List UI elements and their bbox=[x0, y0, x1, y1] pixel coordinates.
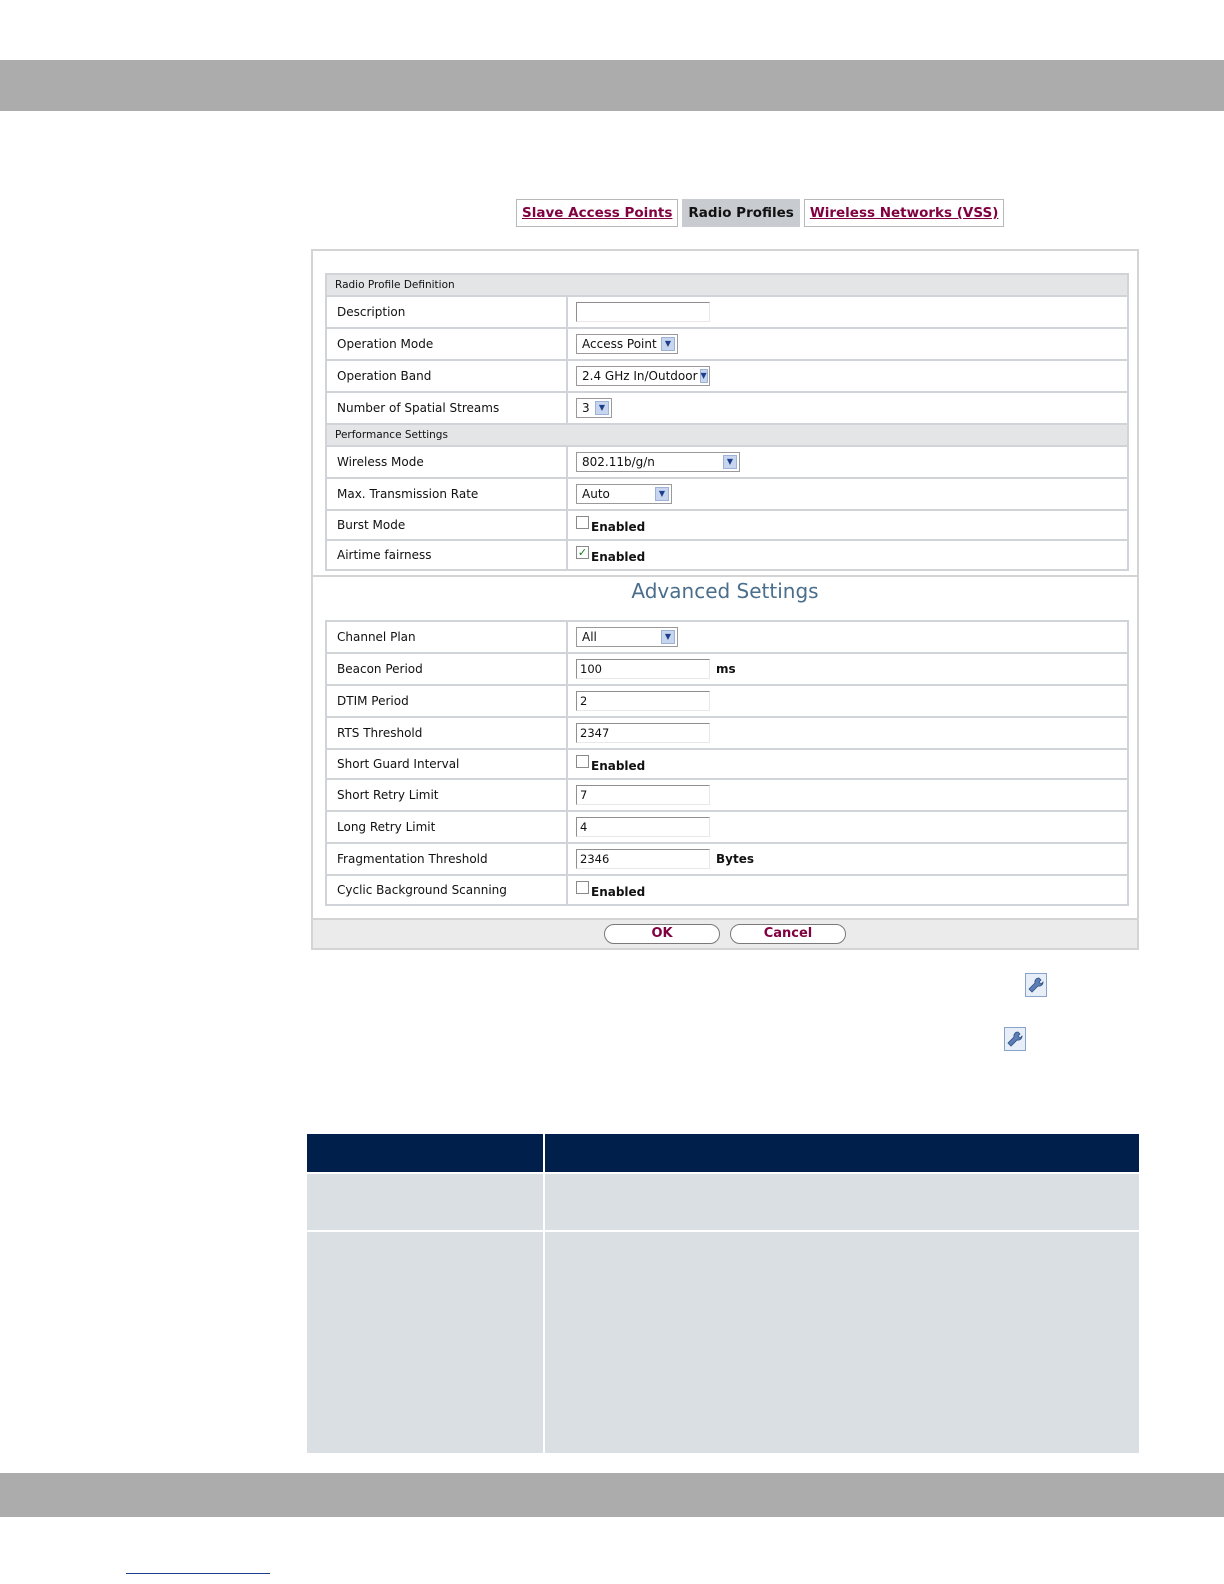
spatial-streams-value: 3 bbox=[582, 401, 590, 415]
row-wireless-mode bbox=[327, 447, 1127, 479]
row-long-retry bbox=[327, 812, 1127, 844]
row-rts-threshold bbox=[327, 718, 1127, 750]
table-header-row bbox=[307, 1134, 1139, 1173]
rts-threshold-label: RTS Threshold bbox=[327, 718, 568, 748]
channel-plan-label: Channel Plan bbox=[327, 622, 568, 652]
operation-mode-value: Access Point bbox=[582, 337, 657, 351]
row-short-retry bbox=[327, 780, 1127, 812]
basic-settings-grid bbox=[325, 273, 1129, 571]
top-banner bbox=[0, 60, 1224, 111]
rts-threshold-input[interactable]: 2347 bbox=[576, 723, 710, 743]
row-beacon-period bbox=[327, 654, 1127, 686]
long-retry-input[interactable]: 4 bbox=[576, 817, 710, 837]
wrench-icon bbox=[1025, 973, 1047, 997]
table-header-cell bbox=[307, 1134, 544, 1173]
max-tx-rate-value: Auto bbox=[582, 487, 610, 501]
wireless-mode-label: Wireless Mode bbox=[327, 447, 568, 477]
table-cell bbox=[544, 1173, 1139, 1231]
tab-slave-access-points[interactable]: Slave Access Points bbox=[516, 199, 678, 227]
description-input[interactable] bbox=[576, 302, 710, 322]
advanced-settings-title[interactable]: Advanced Settings bbox=[631, 579, 819, 603]
row-channel-plan bbox=[327, 622, 1127, 654]
table-cell bbox=[307, 1173, 544, 1231]
bottom-banner bbox=[0, 1473, 1224, 1517]
channel-plan-value: All bbox=[582, 630, 597, 644]
chevron-down-icon: ▼ bbox=[700, 369, 708, 383]
cyclic-scan-checkbox-label: Enabled bbox=[591, 885, 646, 899]
max-tx-rate-label: Max. Transmission Rate bbox=[327, 479, 568, 509]
frag-threshold-input[interactable]: 2346 bbox=[576, 849, 710, 869]
tab-bar bbox=[516, 199, 1004, 227]
airtime-fairness-checkbox[interactable]: ✓ bbox=[577, 545, 588, 559]
table-header-cell bbox=[544, 1134, 1139, 1173]
chevron-down-icon: ▼ bbox=[595, 401, 609, 415]
wrench-icon bbox=[1004, 1027, 1026, 1051]
row-dtim-period bbox=[327, 686, 1127, 718]
chevron-down-icon: ▼ bbox=[655, 487, 669, 501]
row-description bbox=[327, 297, 1127, 329]
beacon-period-label: Beacon Period bbox=[327, 654, 568, 684]
table-cell bbox=[307, 1231, 544, 1453]
section-header-performance: Performance Settings bbox=[327, 425, 1127, 447]
row-short-guard bbox=[327, 750, 1127, 780]
row-frag-threshold bbox=[327, 844, 1127, 876]
cancel-button[interactable]: Cancel bbox=[730, 924, 846, 944]
table-row bbox=[307, 1231, 1139, 1453]
max-tx-rate-select[interactable] bbox=[576, 484, 672, 504]
short-retry-input[interactable]: 7 bbox=[576, 785, 710, 805]
advanced-divider bbox=[313, 575, 1137, 577]
spatial-streams-label: Number of Spatial Streams bbox=[327, 393, 568, 423]
chevron-down-icon: ▼ bbox=[723, 455, 737, 469]
row-burst-mode bbox=[327, 511, 1127, 541]
burst-mode-label: Burst Mode bbox=[327, 511, 568, 539]
chevron-down-icon: ▼ bbox=[661, 630, 675, 644]
operation-band-value: 2.4 GHz In/Outdoor bbox=[582, 369, 698, 383]
row-cyclic-scan bbox=[327, 876, 1127, 904]
button-bar bbox=[313, 918, 1137, 948]
channel-plan-select[interactable] bbox=[576, 627, 678, 647]
dtim-period-input[interactable]: 2 bbox=[576, 691, 710, 711]
long-retry-label: Long Retry Limit bbox=[327, 812, 568, 842]
dtim-period-label: DTIM Period bbox=[327, 686, 568, 716]
frag-threshold-label: Fragmentation Threshold bbox=[327, 844, 568, 874]
cyclic-scan-checkbox[interactable] bbox=[576, 881, 589, 894]
airtime-fairness-checkbox-label: Enabled bbox=[591, 550, 646, 564]
documentation-table bbox=[307, 1134, 1139, 1453]
cyclic-scan-label: Cyclic Background Scanning bbox=[327, 876, 568, 904]
row-spatial-streams bbox=[327, 393, 1127, 425]
tab-radio-profiles[interactable]: Radio Profiles bbox=[682, 199, 799, 227]
tab-wireless-networks[interactable]: Wireless Networks (VSS) bbox=[804, 199, 1005, 227]
table-row bbox=[307, 1173, 1139, 1231]
short-guard-checkbox[interactable] bbox=[576, 755, 589, 768]
row-airtime-fairness bbox=[327, 541, 1127, 569]
radio-profile-form bbox=[311, 249, 1139, 950]
airtime-fairness-label: Airtime fairness bbox=[327, 541, 568, 569]
ok-button[interactable]: OK bbox=[604, 924, 720, 944]
advanced-settings-grid bbox=[325, 620, 1129, 906]
wireless-mode-value: 802.11b/g/n bbox=[582, 455, 655, 469]
row-max-tx-rate bbox=[327, 479, 1127, 511]
frag-threshold-unit: Bytes bbox=[716, 852, 754, 866]
table-cell bbox=[544, 1231, 1139, 1453]
footer-rule bbox=[126, 1573, 270, 1574]
operation-band-label: Operation Band bbox=[327, 361, 568, 391]
description-label: Description bbox=[327, 297, 568, 327]
row-operation-mode bbox=[327, 329, 1127, 361]
wireless-mode-select[interactable] bbox=[576, 452, 740, 472]
burst-mode-checkbox-label: Enabled bbox=[591, 520, 646, 534]
chevron-down-icon: ▼ bbox=[661, 337, 675, 351]
operation-mode-label: Operation Mode bbox=[327, 329, 568, 359]
operation-mode-select[interactable] bbox=[576, 334, 678, 354]
burst-mode-checkbox[interactable] bbox=[576, 516, 589, 529]
section-header-definition: Radio Profile Definition bbox=[327, 275, 1127, 297]
operation-band-select[interactable] bbox=[576, 366, 710, 386]
beacon-period-unit: ms bbox=[716, 662, 736, 676]
short-guard-checkbox-label: Enabled bbox=[591, 759, 646, 773]
short-retry-label: Short Retry Limit bbox=[327, 780, 568, 810]
row-operation-band bbox=[327, 361, 1127, 393]
spatial-streams-select[interactable] bbox=[576, 398, 612, 418]
beacon-period-input[interactable]: 100 bbox=[576, 659, 710, 679]
short-guard-label: Short Guard Interval bbox=[327, 750, 568, 778]
